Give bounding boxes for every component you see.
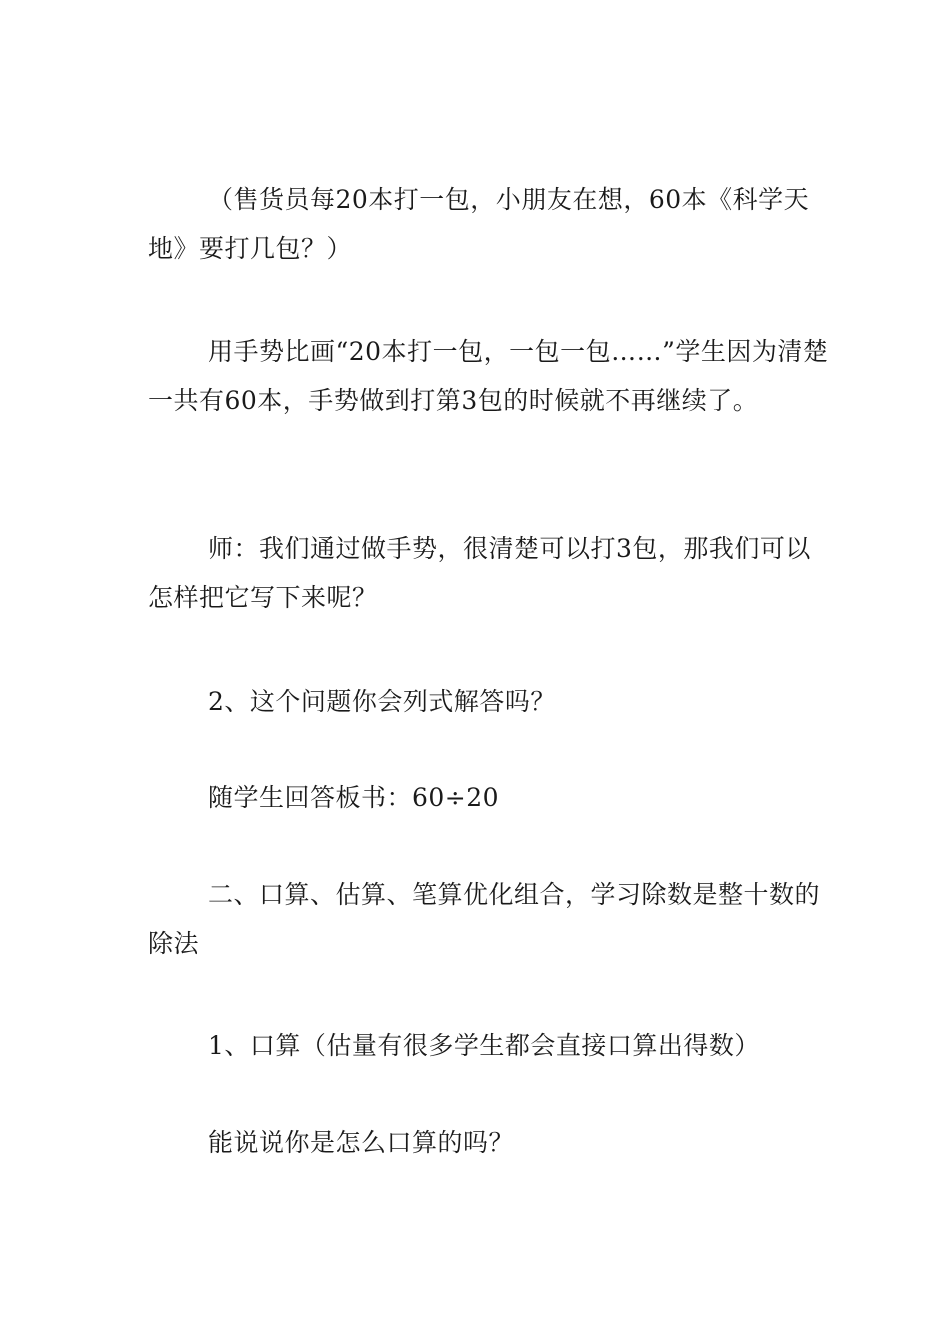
paragraph-gesture-description: 用手势比画“20本打一包，一包一包……”学生因为清楚一共有60本，手势做到打第3包的时候就不再继续了。 [148, 337, 829, 415]
paragraph-salesperson-question: （售货员每20本打一包，小朋友在想，60本《科学天地》要打几包？） [148, 185, 810, 263]
section-heading-part-2: 二、口算、估算、笔算优化组合，学习除数是整十数的除法 [148, 880, 821, 958]
paragraph-board-writing: 随学生回答板书：60÷20 [208, 783, 500, 812]
paragraph-step-1-mental-math: 1、口算（估量有很多学生都会直接口算出得数） [208, 1031, 760, 1060]
paragraph-explain-question: 能说说你是怎么口算的吗？ [208, 1128, 515, 1157]
paragraph-step-2-question: 2、这个问题你会列式解答吗？ [208, 687, 556, 716]
paragraph-teacher-prompt: 师：我们通过做手势，很清楚可以打3包，那我们可以怎样把它写下来呢？ [148, 534, 811, 612]
